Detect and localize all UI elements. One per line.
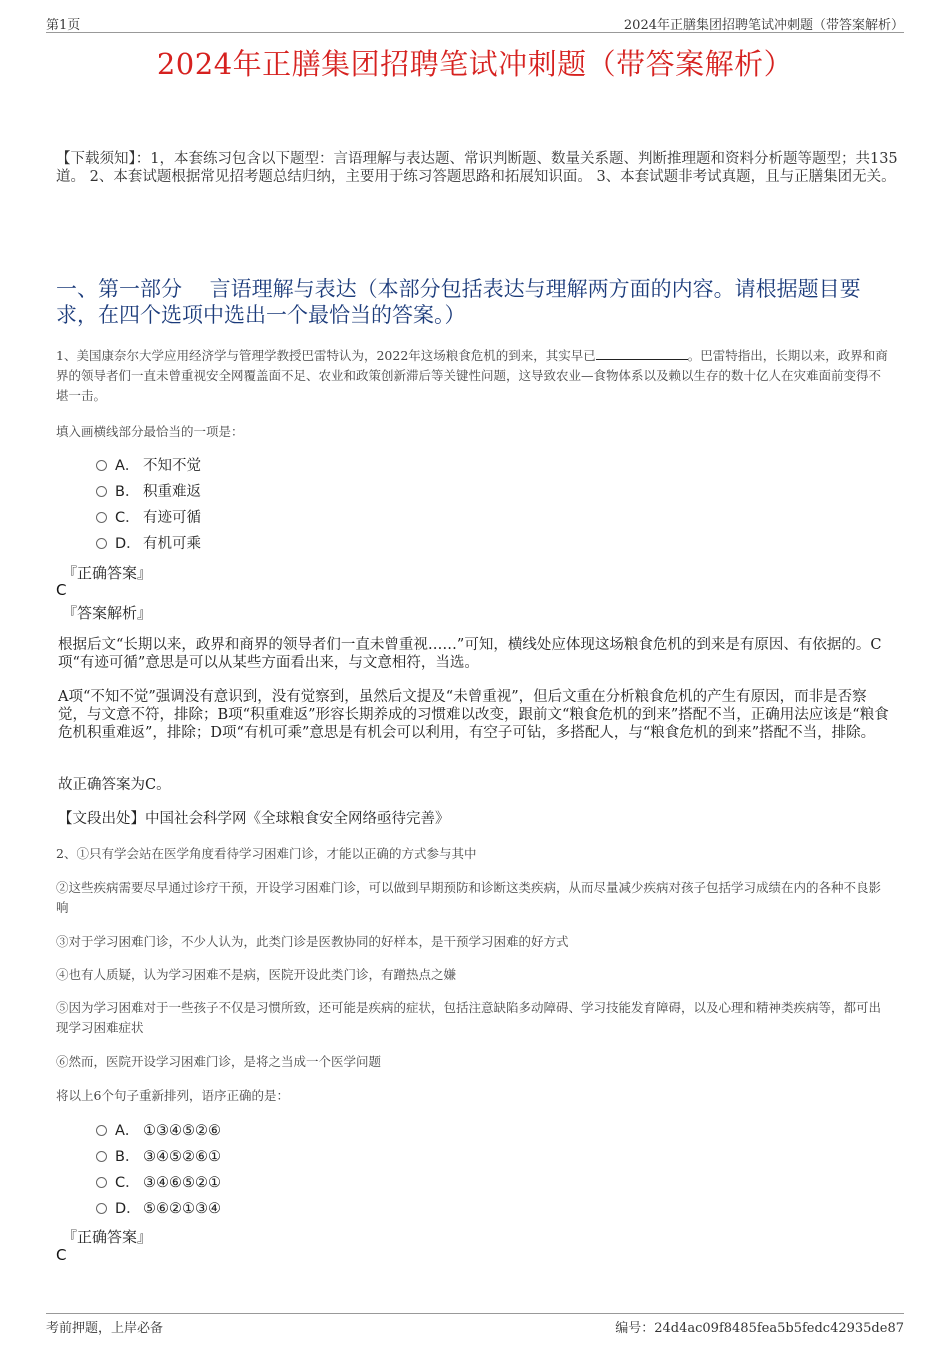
page-footer xyxy=(46,1313,904,1334)
q1-analysis-conclusion: 故正确答案为C。 xyxy=(58,777,171,793)
q1-blank xyxy=(596,347,688,360)
q1-stem-part1: 1、美国康奈尔大学应用经济学与管理学教授巴雷特认为，2022年这场粮食危机的到来，其实早已 xyxy=(56,348,596,363)
download-notice: 【下载须知】：1，本套练习包含以下题型：言语理解与表达题、常识判断题、数量关系题、判断推理题和资料分析题等题型；共135道。 2、本套试题根据常见招考题总结归纳，主要用于练习答题思路和拓展知识面。 3、本套试题非考试真题，且与正膳集团无关。 xyxy=(56,151,898,185)
radio-icon[interactable] xyxy=(96,538,107,549)
section-heading: 一、第一部分 言语理解与表达（本部分包括表达与理解两方面的内容。请根据题目要求，在四个选项中选出一个最恰当的答案。） xyxy=(56,277,861,327)
header-doc-title: 2024年正膳集团招聘笔试冲刺题（带答案解析） xyxy=(623,18,904,33)
q1-stem-part2: 。巴雷特指出，长期以来，政界和商界的领导者们一直未曾重视安全网覆盖面不足、农业和政策创新滞后等关键性问题，这导致农业—食物体系以及赖以生存的数十亿人在灾难面前变得不堪一击。 xyxy=(56,348,888,403)
q2-sentence: ④也有人质疑，认为学习困难不是病，医院开设此类门诊，有蹭热点之嫌 xyxy=(56,967,457,982)
q1-option-d[interactable]: D． 有机可乘 xyxy=(96,534,201,554)
q2-sentence: ⑥然而，医院开设学习困难门诊，是将之当成一个医学问题 xyxy=(56,1054,382,1069)
q2-answer-label: 『正确答案』 xyxy=(62,1228,153,1246)
q2-sentence: 2、①只有学会站在医学角度看待学习困难门诊，才能以正确的方式参与其中 xyxy=(56,846,477,861)
radio-icon[interactable] xyxy=(96,1125,107,1136)
q1-option-a[interactable]: A． 不知不觉 xyxy=(96,456,201,476)
q1-prompt: 填入画横线部分最恰当的一项是： xyxy=(56,424,244,439)
radio-icon[interactable] xyxy=(96,512,107,523)
q1-option-c[interactable]: C． 有迹可循 xyxy=(96,508,201,528)
q1-answer: C xyxy=(56,581,67,599)
q1-analysis-paragraph: 根据后文“长期以来，政界和商界的领导者们一直未曾重视……”可知，横线处应体现这场粮食危机的到来是有原因、有依据的。C项“有迹可循”意思是可以从某些方面看出来，与文意相符，当选。 xyxy=(58,637,882,671)
q1-option-b[interactable]: B． 积重难返 xyxy=(96,482,201,502)
footer-serial: 编号：24d4ac09f8485fea5b5fedc42935de87 xyxy=(615,1321,904,1336)
q2-sentence: ③对于学习困难门诊，不少人认为，此类门诊是医教协同的好样本，是干预学习困难的好方式 xyxy=(56,934,569,949)
page-number: 第1页 xyxy=(46,18,81,33)
q2-option-d[interactable]: D． ⑤⑥②①③④ xyxy=(96,1199,221,1219)
q2-option-a[interactable]: A． ①③④⑤②⑥ xyxy=(96,1121,221,1141)
q2-prompt: 将以上6个句子重新排列，语序正确的是： xyxy=(56,1088,289,1103)
q1-answer-label: 『正确答案』 xyxy=(62,564,153,582)
footer-slogan: 考前押题，上岸必备 xyxy=(46,1321,164,1336)
q2-sentence: ⑤因为学习困难对于一些孩子不仅是习惯所致，还可能是疾病的症状，包括注意缺陷多动障碍、学习技能发育障碍，以及心理和精神类疾病等，都可出现学习困难症状 xyxy=(56,1000,882,1035)
q1-stem xyxy=(56,346,890,406)
q2-sentence: ②这些疾病需要尽早通过诊疗干预，开设学习困难门诊，可以做到早期预防和诊断这类疾病，从而尽量减少疾病对孩子包括学习成绩在内的各种不良影响 xyxy=(56,880,882,915)
radio-icon[interactable] xyxy=(96,1151,107,1162)
q2-option-c[interactable]: C． ③④⑥⑤②① xyxy=(96,1173,221,1193)
q1-source: 【文段出处】中国社会科学网《全球粮食安全网络亟待完善》 xyxy=(58,811,450,827)
radio-icon[interactable] xyxy=(96,1177,107,1188)
radio-icon[interactable] xyxy=(96,1203,107,1214)
radio-icon[interactable] xyxy=(96,486,107,497)
page-header xyxy=(46,14,904,33)
q2-option-b[interactable]: B． ③④⑤②⑥① xyxy=(96,1147,221,1167)
q2-answer: C xyxy=(56,1246,67,1264)
radio-icon[interactable] xyxy=(96,460,107,471)
document-title: 2024年正膳集团招聘笔试冲刺题（带答案解析） xyxy=(156,47,794,81)
q1-analysis-label: 『答案解析』 xyxy=(62,604,153,622)
q1-analysis-paragraph: A项“不知不觉”强调没有意识到，没有觉察到，虽然后文提及“未曾重视”，但后文重在分析粮食危机的产生有原因，而非是否察觉，与文意不符，排除；B项“积重难返”形容长期养成的习惯难以改变，跟前文“粮食危机的到来”搭配不当，正确用法应该是“粮食危机积重难返”，排除；D项“有机可乘”意思是有机会可以利用，有空子可钻，多搭配人，与“粮食危机的到来”搭配不当，排除。 xyxy=(58,689,889,741)
